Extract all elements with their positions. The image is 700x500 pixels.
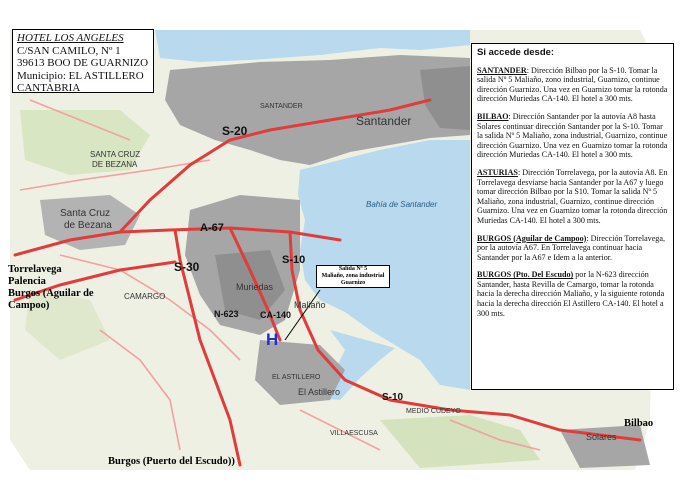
place-muriedas: Muriedas (236, 282, 274, 292)
place-santander: Santander (356, 114, 412, 128)
exit-label: Salida Nº 5 Maliaño, zona industrial Guarnizo (316, 265, 390, 288)
road-label-s20: S-20 (222, 124, 248, 138)
route-bilbao: BILBAO: Dirección Santander por la autovía A8 hasta Solares continuar dirección Santander por la S-10. Tomar la salida Nº 5 Maliaño, zona industrial, Guarnizo, continue dirección Guarnizo. Una vez en Guarnizo tomar la rotonda dirección Muriedas CA-140. El hotel a 300 mts. (477, 111, 668, 160)
place-maliano: Maliaño (294, 300, 326, 310)
road-label-s10-north: S-10 (282, 254, 306, 266)
road-label-a67: A-67 (200, 222, 224, 234)
road-label-n623: N-623 (214, 309, 239, 319)
hotel-street: C/SAN CAMILO, Nº 1 (17, 44, 121, 57)
place-de-bezana: de Bezana (64, 220, 112, 231)
place-el-astillero: El Astillero (298, 387, 341, 397)
route-santander: SANTANDER: Dirección Bilbao por la S-10. Tomar la salida Nº 5 Maliaño, zono industrial, Guarnizo, continue dirección Guarnizo. Una vez en Guarnizo tomar la rotonda dirección Muriedas CA-140. El hotel a 300 mts. (477, 65, 668, 104)
road-label-s30: S-30 (174, 260, 200, 274)
hotel-postal: 39613 BOO DE GUARNIZO (17, 57, 149, 69)
hotel-region: CANTABRIA (17, 82, 81, 94)
place-el-astillero-caps: EL ASTILLERO (272, 374, 321, 381)
place-santander-caps: SANTANDER (260, 103, 303, 110)
hotel-info-box (12, 29, 154, 93)
directions-heading: Si accede desde: (477, 47, 555, 58)
road-label-s10-south: S-10 (382, 392, 404, 403)
route-asturias: ASTURIAS: Dirección Torrelavega, por la autovía A8. En Torrelavega desviarse hacia Santander por la A67 y luego tomar dirección Bilbao por la S10. Tomar la salida Nº 5 Maliaño, zona industrial, Guarnizo, continue dirección Guarnizo. Una vez en Guarnizo tomar la rotonda dirección Muriedas CA-140. El hotel a 300 mts. (477, 167, 668, 225)
route-burgos-aguilar: BURGOS (Aguilar de Campoo): Dirección Torrelavega, por la autovía A67. En Torrelavega continuar hacia Santander por la A67 e Idem a la anterior. (477, 233, 665, 262)
place-solares: Solares (586, 432, 617, 442)
west-destinations: Torrelavega Palencia Burgos (Aguilar de Campoo) (8, 264, 94, 311)
hotel-marker-icon: H (266, 330, 279, 349)
route-burgos-escudo: BURGOS (Pto. Del Escudo) por la N-623 dirección Santander, hasta Revilla de Camargo, tomar la rotonda hacia la derecha dirección Maliaño, y la siguiente rotonda hacia la derecha dirección El Astillero CA-140. El hotel a 300 mts. (477, 270, 665, 318)
east-destination: Bilbao (624, 418, 654, 429)
place-bezana-top2: DE BEZANA (92, 160, 138, 169)
place-santa-cruz: Santa Cruz (60, 208, 111, 219)
road-label-ca140: CA-140 (260, 310, 292, 320)
hotel-municipality: Municipio: EL ASTILLERO (17, 69, 144, 82)
place-bahia: Bahía de Santander (366, 200, 438, 209)
place-villaescusa: VILLAESCUSA (330, 430, 378, 437)
directions-box (471, 43, 674, 390)
place-medio-cudeyo: MEDIO CUDEYO (406, 408, 461, 415)
place-camargo: CAMARGO (124, 292, 166, 301)
south-destination: Burgos (Puerto del Escudo)) (108, 456, 235, 467)
hotel-name: HOTEL LOS ANGELES (17, 32, 124, 44)
place-bezana-top: SANTA CRUZ (90, 150, 141, 159)
